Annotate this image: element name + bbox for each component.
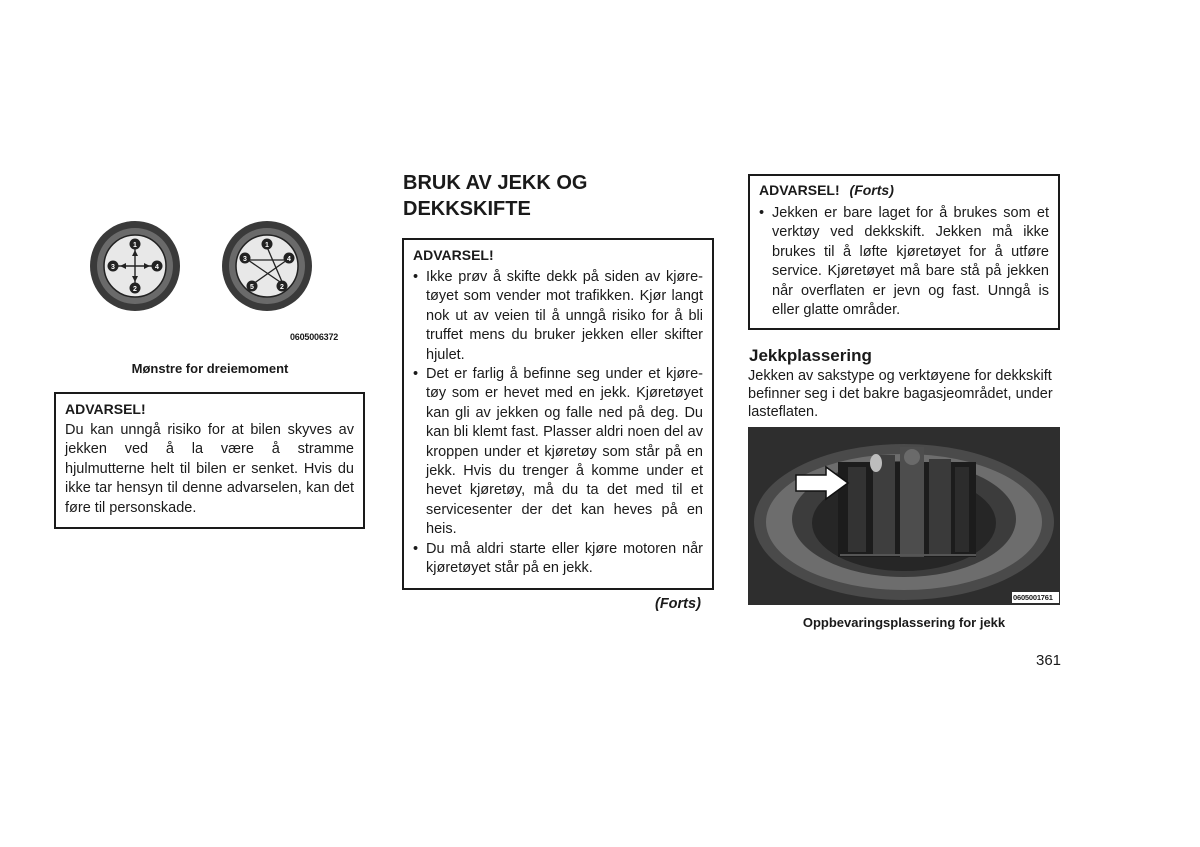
continued-note: (Forts) (655, 596, 701, 612)
left-warning-box (54, 392, 365, 529)
photo-caption: Oppbevaringsplassering for jekk (802, 615, 1006, 630)
warning-title-continued: (Forts) (849, 182, 894, 198)
warning-title: ADVARSEL! (65, 401, 146, 417)
torque-pattern-diagram (82, 214, 362, 344)
lug-number: 4 (287, 256, 291, 263)
warning-title: ADVARSEL! (759, 182, 840, 198)
right-warning-box (748, 174, 1060, 330)
warning-text: Du kan unngå risiko for at bilen skyves av jekken ved å la være å stramme hjulmutterne helt til bilen er senket. Hvis du ikke tar hensyn til denne advarselen, kan det føre til personskade. (65, 422, 354, 516)
diagram-figure-code: 0605006372 (290, 332, 339, 342)
photo-figure-code: 0605001761 (1013, 593, 1053, 602)
lug-number: 1 (133, 242, 137, 249)
page-number: 361 (1036, 652, 1062, 669)
subheading: Jekkplassering (749, 346, 872, 365)
middle-warning-box (402, 238, 714, 590)
lug-number: 3 (243, 256, 247, 263)
diagram-caption: Mønstre for dreiemoment (131, 361, 289, 376)
warning-bullet: • Det er farlig å befinne seg under et kjøre-tøy som er hevet med en jekk. Kjøretøyet kan gli av jekken og falle ned på deg. Du kan bli klemt fast. Plasser aldri noen del av kroppen under et kjøretøy som står på en jekk. Hvis du trenger å komme under et hevet kjøretøy, må du ta det med til et servicesenter der det kan heves på en heis. (413, 365, 703, 540)
lug-number: 2 (280, 284, 284, 291)
warning-title: ADVARSEL! (413, 247, 494, 263)
lug-number: 2 (133, 286, 137, 293)
warning-bullet: • Ikke prøv å skifte dekk på siden av kjøre-tøyet som vender mot trafikken. Kjør langt nok ut av veien til å unngå risiko for å bli truffet mens du bruker jekken eller skifter hjulet. (413, 268, 703, 365)
section-heading-line-2: DEKKSKIFTE (403, 198, 531, 220)
lug-number: 3 (111, 264, 115, 271)
lug-number: 5 (250, 284, 254, 291)
section-heading (403, 170, 703, 222)
jack-storage-photo (748, 427, 1060, 605)
warning-bullet-list (413, 268, 703, 579)
warning-bullet-list (759, 204, 1049, 320)
warning-bullet: • Jekken er bare laget for å brukes som et verktøy ved dekkskift. Jekken må ikke brukes til å løfte kjøretøyet for å utføre service. Kjøretøyet må bare stå på jekken når overflaten er jevn og fast. Unngå is eller glatte områder. (759, 204, 1049, 320)
warning-bullet: • Du må aldri starte eller kjøre motoren når kjøretøyet står på en jekk. (413, 540, 703, 579)
lug-number: 4 (155, 264, 159, 271)
wheel-4-lug-diagram (90, 221, 180, 311)
wheel-5-lug-diagram (222, 221, 312, 311)
section-heading-line-1: BRUK AV JEKK OG (403, 172, 588, 194)
jack-location-paragraph: Jekken av sakstype og verktøyene for dekkskift befinner seg i det bakre bagasjeområdet, under lasteflaten. (748, 368, 1053, 420)
lug-number: 1 (265, 242, 269, 249)
warning-title-row (759, 181, 1049, 199)
